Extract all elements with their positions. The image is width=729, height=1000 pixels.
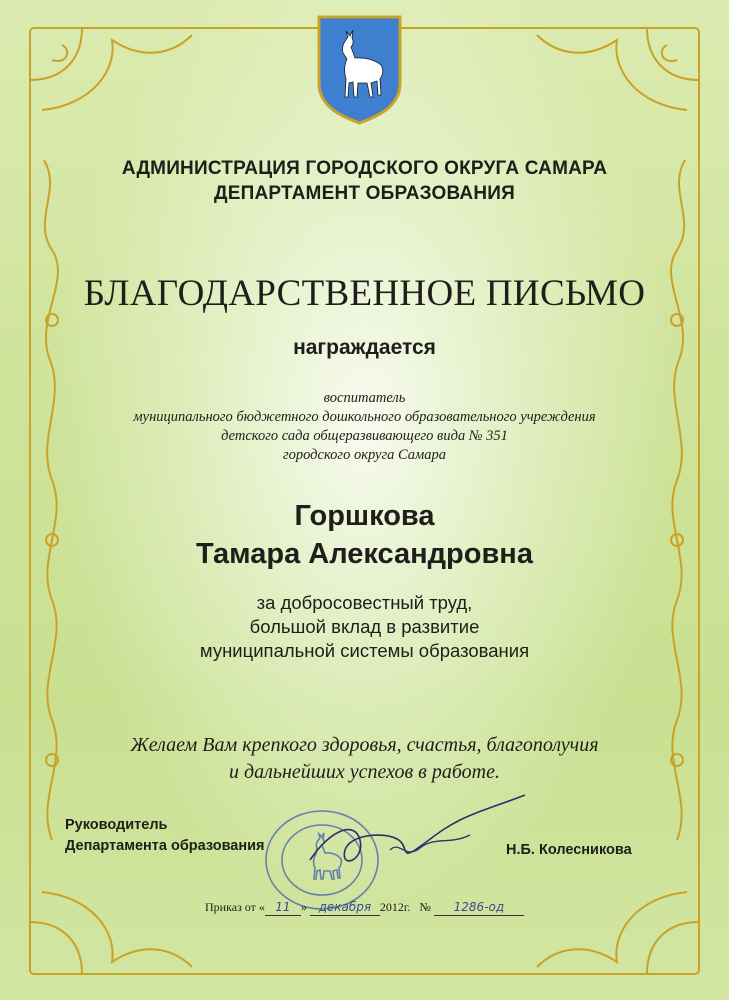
- order-reference: [205, 900, 524, 916]
- position-line: детского сада общеразвивающего вида № 351: [221, 428, 508, 444]
- frame-corner-bottom-left: [30, 892, 192, 974]
- signatory-role: [65, 815, 265, 857]
- signatory-name: Н.Б. Колесникова: [506, 842, 632, 858]
- position-line: городского округа Самара: [282, 447, 447, 463]
- organization-name: АДМИНИСТРАЦИЯ ГОРОДСКОГО ОКРУГА САМАРА: [121, 158, 608, 179]
- position-line: воспитатель: [323, 390, 406, 406]
- handwritten-signature: [300, 790, 530, 880]
- samara-coat-of-arms-icon: [315, 13, 404, 125]
- frame-corner-top-left: [30, 28, 192, 110]
- recipient-position: [0, 389, 729, 465]
- signatory-role-line: Департамента образования: [65, 838, 265, 854]
- awarded-label: награждается: [293, 336, 436, 359]
- frame-corner-top-right: [537, 28, 699, 110]
- order-year: 2012г.: [379, 900, 411, 914]
- reason-line: большой вклад в развитие: [249, 616, 480, 637]
- order-day-close: »: [300, 900, 307, 914]
- order-day: 11: [275, 900, 291, 914]
- award-reason: [0, 591, 729, 663]
- document-title: БЛАГОДАРСТВЕННОЕ ПИСЬМО: [83, 273, 646, 314]
- recipient-name: [0, 497, 729, 573]
- reason-line: за добросовестный труд,: [256, 592, 473, 613]
- reason-line: муниципальной системы образования: [199, 640, 530, 661]
- order-month: декабря: [318, 900, 372, 914]
- signatory-role-line: Руководитель: [65, 817, 168, 833]
- organization-header: [0, 156, 729, 206]
- order-prefix: Приказ от «: [205, 900, 265, 914]
- wish-line: и дальнейших успехов в работе.: [229, 761, 500, 783]
- wish-line: Желаем Вам крепкого здоровья, счастья, благополучия: [130, 734, 599, 756]
- wishes-text: [0, 732, 729, 786]
- recipient-surname: Горшкова: [294, 500, 435, 532]
- recipient-given-names: Тамара Александровна: [196, 538, 533, 570]
- position-line: муниципального бюджетного дошкольного образовательного учреждения: [133, 409, 596, 425]
- order-number-label: №: [419, 900, 431, 914]
- frame-corner-bottom-right: [537, 892, 699, 974]
- order-number: 1286-од: [453, 900, 505, 914]
- department-name: ДЕПАРТАМЕНТ ОБРАЗОВАНИЯ: [214, 183, 515, 204]
